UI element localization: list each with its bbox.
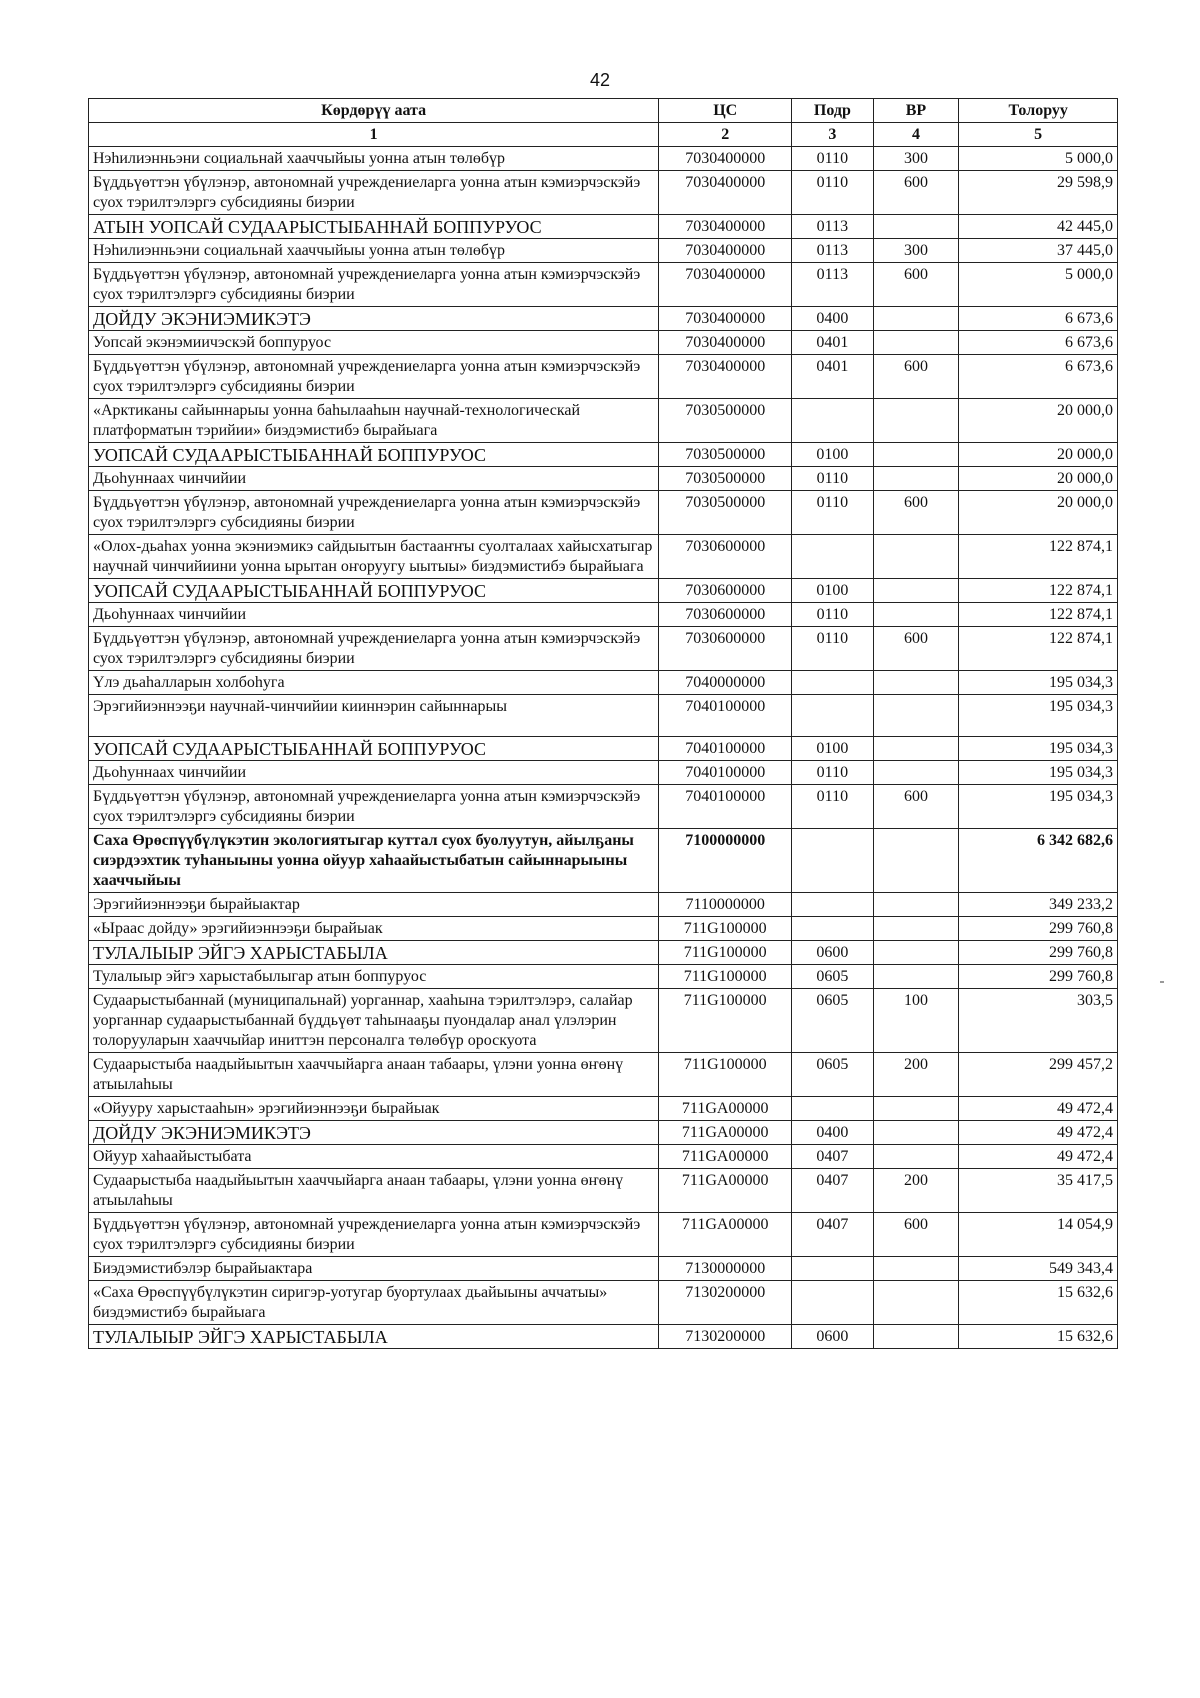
row-target-article: 7030600000 [659, 579, 792, 603]
row-amount: 37 445,0 [959, 239, 1118, 263]
page-number: 42 [589, 70, 611, 90]
row-target-article: 7040000000 [659, 671, 792, 695]
row-indicator-name: «Ойууру харыстааһын» эрэгийиэннээҕи бырайыак [89, 1097, 659, 1121]
row-amount: 20 000,0 [959, 467, 1118, 491]
row-expense-type [873, 671, 959, 695]
row-subsection: 0113 [792, 263, 873, 307]
row-subsection: 0600 [792, 941, 873, 965]
row-indicator-name: «Саха Өрөспүүбүлүкэтин сиригэр-уотугар буортулаах дьайыыны аччатыы» биэдэмистибэ бырайыага [89, 1281, 659, 1325]
table-row [89, 1169, 1118, 1213]
row-indicator-name: Дьоһуннаах чинчийии [89, 761, 659, 785]
table-row [89, 785, 1118, 829]
row-indicator-name: Бүддьүөттэн үбүлэнэр, автономнай учреждениеларга уонна атын кэмиэрчэскэйэ суох тэрилтэлэргэ субсидияны биэрии [89, 355, 659, 399]
row-subsection: 0401 [792, 355, 873, 399]
row-amount: 20 000,0 [959, 399, 1118, 443]
row-expense-type [873, 579, 959, 603]
row-target-article: 711GA00000 [659, 1213, 792, 1257]
row-expense-type [873, 215, 959, 239]
row-subsection [792, 671, 873, 695]
row-amount: 5 000,0 [959, 263, 1118, 307]
row-amount: 29 598,9 [959, 171, 1118, 215]
table-row [89, 1325, 1118, 1349]
row-indicator-name: Судаарыстыба наадыйыытын хааччыйарга анаан табаары, үлэни уонна өҥөнү атыылаһыы [89, 1169, 659, 1213]
table-row [89, 761, 1118, 785]
row-target-article: 7130000000 [659, 1257, 792, 1281]
row-expense-type [873, 535, 959, 579]
row-indicator-name: ТУЛАЛЫЫР ЭЙГЭ ХАРЫСТАБЫЛА [89, 1325, 659, 1349]
row-amount: 35 417,5 [959, 1169, 1118, 1213]
row-subsection: 0110 [792, 785, 873, 829]
row-target-article: 7030400000 [659, 147, 792, 171]
row-target-article: 7030400000 [659, 331, 792, 355]
column-index: 2 [659, 123, 792, 147]
row-expense-type: 600 [873, 355, 959, 399]
table-row [89, 1213, 1118, 1257]
row-amount: 299 760,8 [959, 941, 1118, 965]
row-indicator-name: Биэдэмистибэлэр бырайыактара [89, 1257, 659, 1281]
row-target-article: 7030400000 [659, 171, 792, 215]
row-subsection: 0113 [792, 239, 873, 263]
row-subsection [792, 893, 873, 917]
row-expense-type: 100 [873, 989, 959, 1053]
table-row [89, 627, 1118, 671]
row-amount: 15 632,6 [959, 1325, 1118, 1349]
row-amount: 20 000,0 [959, 443, 1118, 467]
row-expense-type: 600 [873, 1213, 959, 1257]
row-indicator-name: Бүддьүөттэн үбүлэнэр, автономнай учреждениеларга уонна атын кэмиэрчэскэйэ суох тэрилтэлэргэ субсидияны биэрии [89, 263, 659, 307]
header-execution: Толоруу [959, 99, 1118, 123]
row-amount: 122 874,1 [959, 535, 1118, 579]
row-expense-type: 600 [873, 491, 959, 535]
row-expense-type: 600 [873, 263, 959, 307]
row-amount: 549 343,4 [959, 1257, 1118, 1281]
table-row [89, 579, 1118, 603]
row-expense-type [873, 1145, 959, 1169]
row-subsection: 0100 [792, 737, 873, 761]
table-row [89, 917, 1118, 941]
row-amount: 122 874,1 [959, 627, 1118, 671]
table-row [89, 737, 1118, 761]
table-row [89, 239, 1118, 263]
row-indicator-name: АТЫН УОПСАЙ СУДААРЫСТЫБАННАЙ БОППУРУОС [89, 215, 659, 239]
row-subsection: 0605 [792, 965, 873, 989]
row-indicator-name: Бүддьүөттэн үбүлэнэр, автономнай учреждениеларга уонна атын кэмиэрчэскэйэ суох тэрилтэлэргэ субсидияны биэрии [89, 171, 659, 215]
row-indicator-name: ДОЙДУ ЭКЭНИЭМИКЭТЭ [89, 1121, 659, 1145]
row-indicator-name: «Ыраас дойду» эрэгийиэннээҕи бырайыак [89, 917, 659, 941]
row-target-article: 7030400000 [659, 355, 792, 399]
row-subsection: 0600 [792, 1325, 873, 1349]
row-amount: 195 034,3 [959, 671, 1118, 695]
row-indicator-name: Эрэгийиэннээҕи бырайыактар [89, 893, 659, 917]
row-target-article: 711GA00000 [659, 1169, 792, 1213]
row-expense-type: 300 [873, 239, 959, 263]
row-amount: 195 034,3 [959, 761, 1118, 785]
row-target-article: 711G100000 [659, 941, 792, 965]
table-row [89, 989, 1118, 1053]
row-amount: 299 760,8 [959, 917, 1118, 941]
row-target-article: 7030500000 [659, 443, 792, 467]
row-target-article: 711GA00000 [659, 1145, 792, 1169]
header-subsection: Подр [792, 99, 873, 123]
row-expense-type [873, 761, 959, 785]
table-row [89, 491, 1118, 535]
row-indicator-name: Дьоһуннаах чинчийии [89, 467, 659, 491]
row-target-article: 711GA00000 [659, 1097, 792, 1121]
row-indicator-name: «Олох-дьаһах уонна экэниэмикэ сайдыытын бастааҥҥы суолталаах хайысхатыгар научнай чинчийиини уонна ырытан оҥоруугу ыытыы» биэдэмистибэ бырайыага [89, 535, 659, 579]
row-target-article: 7030500000 [659, 491, 792, 535]
budget-table [88, 98, 1118, 1349]
table-row [89, 171, 1118, 215]
row-amount: 6 673,6 [959, 307, 1118, 331]
row-expense-type [873, 965, 959, 989]
row-expense-type [873, 917, 959, 941]
row-target-article: 7040100000 [659, 785, 792, 829]
row-expense-type: 300 [873, 147, 959, 171]
row-amount: 14 054,9 [959, 1213, 1118, 1257]
row-expense-type [873, 829, 959, 893]
row-expense-type: 600 [873, 627, 959, 671]
row-subsection: 0110 [792, 491, 873, 535]
table-row [89, 1145, 1118, 1169]
row-amount: 299 760,8 [959, 965, 1118, 989]
table-row [89, 1257, 1118, 1281]
table-row [89, 1121, 1118, 1145]
row-indicator-name: Бүддьүөттэн үбүлэнэр, автономнай учреждениеларга уонна атын кэмиэрчэскэйэ суох тэрилтэлэргэ субсидияны биэрии [89, 785, 659, 829]
row-indicator-name: Дьоһуннаах чинчийии [89, 603, 659, 627]
row-amount: 6 673,6 [959, 355, 1118, 399]
row-target-article: 7110000000 [659, 893, 792, 917]
row-target-article: 7040100000 [659, 737, 792, 761]
row-subsection: 0605 [792, 989, 873, 1053]
table-row [89, 695, 1118, 737]
header-expense-type: ВР [873, 99, 959, 123]
row-expense-type [873, 893, 959, 917]
row-indicator-name: Үлэ дьаһалларын холбоһуга [89, 671, 659, 695]
row-target-article: 7130200000 [659, 1281, 792, 1325]
row-subsection: 0400 [792, 1121, 873, 1145]
header-row [89, 99, 1118, 123]
row-amount: 195 034,3 [959, 785, 1118, 829]
row-amount: 303,5 [959, 989, 1118, 1053]
column-index-row [89, 123, 1118, 147]
row-expense-type [873, 331, 959, 355]
row-expense-type: 600 [873, 785, 959, 829]
row-indicator-name: Ойуур хаһаайыстыбата [89, 1145, 659, 1169]
row-subsection: 0605 [792, 1053, 873, 1097]
row-subsection [792, 1257, 873, 1281]
row-expense-type [873, 1281, 959, 1325]
column-index: 1 [89, 123, 659, 147]
row-indicator-name: Судаарыстыба наадыйыытын хааччыйарга анаан табаары, үлэни уонна өҥөнү атыылаһыы [89, 1053, 659, 1097]
row-target-article: 711G100000 [659, 989, 792, 1053]
row-expense-type [873, 1325, 959, 1349]
column-index: 4 [873, 123, 959, 147]
row-indicator-name: Уопсай экэнэмиичэскэй боппуруос [89, 331, 659, 355]
row-indicator-name: УОПСАЙ СУДААРЫСТЫБАННАЙ БОППУРУОС [89, 443, 659, 467]
row-amount: 42 445,0 [959, 215, 1118, 239]
row-indicator-name: УОПСАЙ СУДААРЫСТЫБАННАЙ БОППУРУОС [89, 579, 659, 603]
table-row [89, 331, 1118, 355]
row-indicator-name: «Арктиканы сайыннарыы уонна баһылааһын научнай-технологическай платформатын тэрийии» биэдэмистибэ бырайыага [89, 399, 659, 443]
row-subsection: 0110 [792, 171, 873, 215]
row-subsection: 0110 [792, 761, 873, 785]
row-target-article: 7030400000 [659, 215, 792, 239]
row-subsection: 0100 [792, 443, 873, 467]
row-amount: 122 874,1 [959, 579, 1118, 603]
row-indicator-name: Бүддьүөттэн үбүлэнэр, автономнай учреждениеларга уонна атын кэмиэрчэскэйэ суох тэрилтэлэргэ субсидияны биэрии [89, 627, 659, 671]
row-subsection: 0407 [792, 1213, 873, 1257]
row-target-article: 7030500000 [659, 467, 792, 491]
table-row [89, 671, 1118, 695]
row-expense-type [873, 307, 959, 331]
row-indicator-name: Саха Өрөспүүбүлүкэтин экологиятыгар куттал суох буолуутун, айылҕаны сиэрдээхтик туһаныыны уонна ойуур хаһаайыстыбатын сайыннарыыны хааччыйыы [89, 829, 659, 893]
column-index: 3 [792, 123, 873, 147]
row-subsection [792, 535, 873, 579]
row-expense-type [873, 399, 959, 443]
row-target-article: 7100000000 [659, 829, 792, 893]
row-expense-type [873, 695, 959, 737]
row-expense-type [873, 443, 959, 467]
row-target-article: 7030400000 [659, 239, 792, 263]
row-subsection: 0113 [792, 215, 873, 239]
row-target-article: 711G100000 [659, 965, 792, 989]
row-amount: 195 034,3 [959, 695, 1118, 737]
table-body [89, 147, 1118, 1349]
table-row [89, 1281, 1118, 1325]
row-amount: 349 233,2 [959, 893, 1118, 917]
table-row [89, 1053, 1118, 1097]
row-amount: 49 472,4 [959, 1121, 1118, 1145]
table-row [89, 941, 1118, 965]
table-row [89, 443, 1118, 467]
table-row [89, 965, 1118, 989]
row-subsection [792, 917, 873, 941]
row-amount: 15 632,6 [959, 1281, 1118, 1325]
row-target-article: 7040100000 [659, 761, 792, 785]
row-expense-type [873, 603, 959, 627]
row-subsection: 0400 [792, 307, 873, 331]
table-row [89, 263, 1118, 307]
row-indicator-name: ДОЙДУ ЭКЭНИЭМИКЭТЭ [89, 307, 659, 331]
row-amount: 6 673,6 [959, 331, 1118, 355]
table-row [89, 307, 1118, 331]
row-target-article: 7030400000 [659, 263, 792, 307]
row-subsection: 0401 [792, 331, 873, 355]
table-row [89, 399, 1118, 443]
row-expense-type [873, 1257, 959, 1281]
row-target-article: 711G100000 [659, 1053, 792, 1097]
row-indicator-name: Эрэгийиэннээҕи научнай-чинчийии кииннэрин сайыннарыы [89, 695, 659, 737]
row-amount: 195 034,3 [959, 737, 1118, 761]
row-subsection [792, 1281, 873, 1325]
row-subsection: 0110 [792, 627, 873, 671]
table-row [89, 829, 1118, 893]
header-indicator-name: Көрдөрүү аата [89, 99, 659, 123]
row-amount: 6 342 682,6 [959, 829, 1118, 893]
row-subsection: 0110 [792, 467, 873, 491]
row-subsection: 0407 [792, 1169, 873, 1213]
row-target-article: 711G100000 [659, 917, 792, 941]
row-expense-type [873, 1097, 959, 1121]
row-subsection [792, 829, 873, 893]
row-indicator-name: Бүддьүөттэн үбүлэнэр, автономнай учреждениеларга уонна атын кэмиэрчэскэйэ суох тэрилтэлэргэ субсидияны биэрии [89, 1213, 659, 1257]
table-row [89, 603, 1118, 627]
row-expense-type: 200 [873, 1053, 959, 1097]
row-target-article: 7030600000 [659, 535, 792, 579]
scan-margin-mark [1160, 981, 1164, 983]
row-target-article: 711GA00000 [659, 1121, 792, 1145]
row-subsection [792, 1097, 873, 1121]
row-expense-type: 600 [873, 171, 959, 215]
table-row [89, 355, 1118, 399]
row-subsection: 0407 [792, 1145, 873, 1169]
row-target-article: 7030600000 [659, 627, 792, 671]
table-row [89, 893, 1118, 917]
row-indicator-name: Тулалыыр эйгэ харыстабылыгар атын боппуруос [89, 965, 659, 989]
row-amount: 299 457,2 [959, 1053, 1118, 1097]
row-amount: 49 472,4 [959, 1145, 1118, 1169]
row-indicator-name: Судаарыстыбаннай (муниципальнай) уорганнар, хааһына тэрилтэлэрэ, салайар уорганнар судаарыстыбаннай бүддьүөт таһынааҕы пуондалар анал үлэлэрин толорууларын хааччыйар иниттэн персоналга төлөбүр ороскуота [89, 989, 659, 1053]
row-indicator-name: УОПСАЙ СУДААРЫСТЫБАННАЙ БОППУРУОС [89, 737, 659, 761]
row-amount: 122 874,1 [959, 603, 1118, 627]
column-index: 5 [959, 123, 1118, 147]
row-target-article: 7030400000 [659, 307, 792, 331]
row-indicator-name: Бүддьүөттэн үбүлэнэр, автономнай учреждениеларга уонна атын кэмиэрчэскэйэ суох тэрилтэлэргэ субсидияны биэрии [89, 491, 659, 535]
row-expense-type [873, 1121, 959, 1145]
row-expense-type [873, 941, 959, 965]
row-indicator-name: ТУЛАЛЫЫР ЭЙГЭ ХАРЫСТАБЫЛА [89, 941, 659, 965]
row-expense-type [873, 467, 959, 491]
table-row [89, 535, 1118, 579]
row-amount: 49 472,4 [959, 1097, 1118, 1121]
header-target-article: ЦС [659, 99, 792, 123]
table-row [89, 1097, 1118, 1121]
row-subsection: 0100 [792, 579, 873, 603]
row-indicator-name: Нэһилиэнньэни социальнай хааччыйыы уонна атын төлөбүр [89, 239, 659, 263]
row-expense-type [873, 737, 959, 761]
row-target-article: 7030600000 [659, 603, 792, 627]
row-subsection [792, 695, 873, 737]
row-amount: 5 000,0 [959, 147, 1118, 171]
row-expense-type: 200 [873, 1169, 959, 1213]
row-target-article: 7130200000 [659, 1325, 792, 1349]
row-target-article: 7030500000 [659, 399, 792, 443]
row-subsection [792, 399, 873, 443]
row-indicator-name: Нэһилиэнньэни социальнай хааччыйыы уонна атын төлөбүр [89, 147, 659, 171]
table-row [89, 215, 1118, 239]
table-row [89, 467, 1118, 491]
row-subsection: 0110 [792, 147, 873, 171]
row-amount: 20 000,0 [959, 491, 1118, 535]
table-row [89, 147, 1118, 171]
row-target-article: 7040100000 [659, 695, 792, 737]
row-subsection: 0110 [792, 603, 873, 627]
